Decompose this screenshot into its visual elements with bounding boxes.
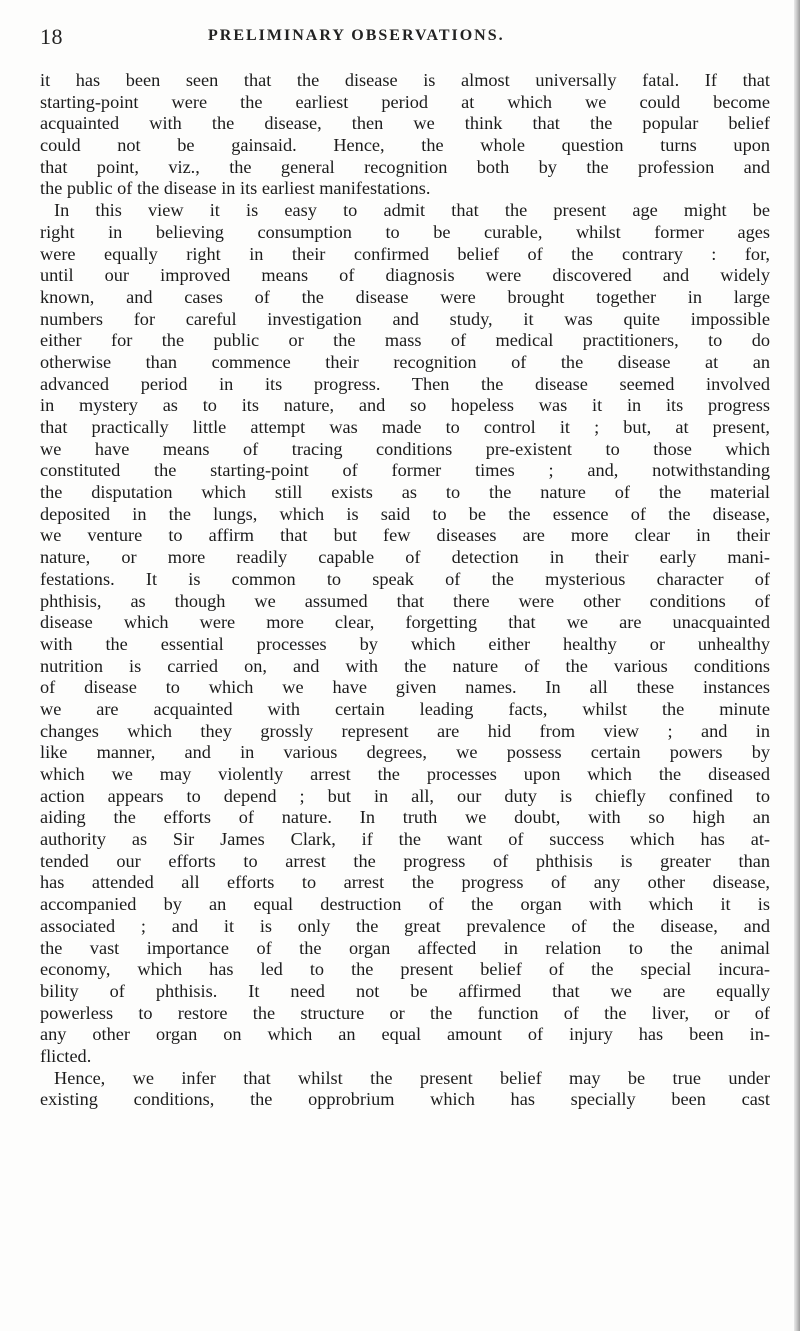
text-line: that point, viz., the general recognition both by the profession and: [40, 156, 770, 177]
text-line: with the essential processes by which either healthy or unhealthy: [40, 633, 770, 654]
text-line: economy, which has led to the present belief of the special incura-: [40, 959, 770, 980]
text-line: until our improved means of diagnosis were discovered and widely: [40, 265, 770, 286]
text-line: it has been seen that the disease is almost universally fatal. If that: [40, 70, 770, 90]
text-line: we venture to affirm that but few diseases are more clear in their: [40, 525, 770, 546]
text-line: accompanied by an equal destruction of the organ with which it is: [40, 894, 770, 915]
text-line: otherwise than commence their recognition of the disease at an: [40, 351, 770, 372]
text-line: could not be gainsaid. Hence, the whole question turns upon: [40, 135, 770, 156]
text-line: any other organ on which an equal amount of injury has been in-: [40, 1024, 770, 1045]
page-edge-shadow: [794, 0, 800, 1331]
text-line: associated ; and it is only the great prevalence of the disease, and: [40, 915, 770, 936]
text-line: like manner, and in various degrees, we possess certain powers by: [40, 742, 770, 763]
text-line: we have means of tracing conditions pre-existent to those which: [40, 438, 770, 459]
text-line: changes which they grossly represent are hid from view ; and in: [40, 720, 770, 741]
text-line: flicted.: [40, 1045, 92, 1066]
text-line: in mystery as to its nature, and so hopeless was it in its progress: [40, 395, 770, 416]
text-line: aiding the efforts of nature. In truth we doubt, with so high an: [40, 807, 770, 828]
text-line: known, and cases of the disease were brought together in large: [40, 286, 770, 307]
text-line: existing conditions, the opprobrium which has specially been cast: [40, 1089, 770, 1110]
text-line: disease which were more clear, forgetting that we are unacquainted: [40, 612, 770, 633]
text-line: acquainted with the disease, then we think that the popular belief: [40, 113, 770, 134]
text-line: Hence, we infer that whilst the present belief may be true under: [54, 1067, 770, 1088]
text-line: of disease to which we have given names. In all these instances: [40, 677, 770, 698]
text-line: constituted the starting-point of former times ; and, notwithstanding: [40, 460, 770, 481]
text-line: which we may violently arrest the processes upon which the diseased: [40, 764, 770, 784]
text-line: we are acquainted with certain leading facts, whilst the minute: [40, 698, 770, 719]
page-number: 18: [40, 24, 63, 49]
text-line: In this view it is easy to admit that the present age might be: [54, 200, 770, 221]
text-line: phthisis, as though we assumed that there were other conditions of: [40, 590, 770, 611]
text-line: bility of phthisis. It need not be affirmed that we are equally: [40, 980, 770, 1001]
text-line: nutrition is carried on, and with the nature of the various conditions: [40, 655, 770, 676]
text-line: deposited in the lungs, which is said to be the essence of the disease,: [40, 503, 770, 524]
text-line: the vast importance of the organ affected in relation to the animal: [40, 937, 770, 958]
text-line: authority as Sir James Clark, if the want of success which has at-: [40, 829, 770, 850]
running-head: PRELIMINARY OBSERVATIONS.: [208, 27, 505, 44]
body-text: [40, 70, 770, 1111]
text-line: were equally right in their confirmed belief of the contrary : for,: [40, 243, 770, 264]
text-line: advanced period in its progress. Then the disease seemed involved: [40, 373, 770, 394]
text-line: starting-point were the earliest period at which we could become: [40, 91, 770, 112]
text-line: numbers for careful investigation and study, it was quite impossible: [40, 308, 770, 329]
text-line: festations. It is common to speak of the mysterious character of: [40, 568, 770, 589]
text-line: right in believing consumption to be curable, whilst former ages: [40, 221, 770, 242]
text-line: either for the public or the mass of medical practitioners, to do: [40, 330, 770, 351]
text-line: the public of the disease in its earliest manifestations.: [40, 178, 431, 199]
text-line: that practically little attempt was made to control it ; but, at present,: [40, 417, 770, 437]
page-header: [40, 24, 770, 54]
text-line: action appears to depend ; but in all, our duty is chiefly confined to: [40, 785, 770, 806]
text-line: powerless to restore the structure or the function of the liver, or of: [40, 1002, 770, 1023]
text-line: nature, or more readily capable of detection in their early mani-: [40, 547, 770, 568]
text-line: has attended all efforts to arrest the progress of any other disease,: [40, 872, 770, 893]
text-line: the disputation which still exists as to the nature of the material: [40, 482, 770, 503]
text-line: tended our efforts to arrest the progress of phthisis is greater than: [40, 850, 770, 871]
